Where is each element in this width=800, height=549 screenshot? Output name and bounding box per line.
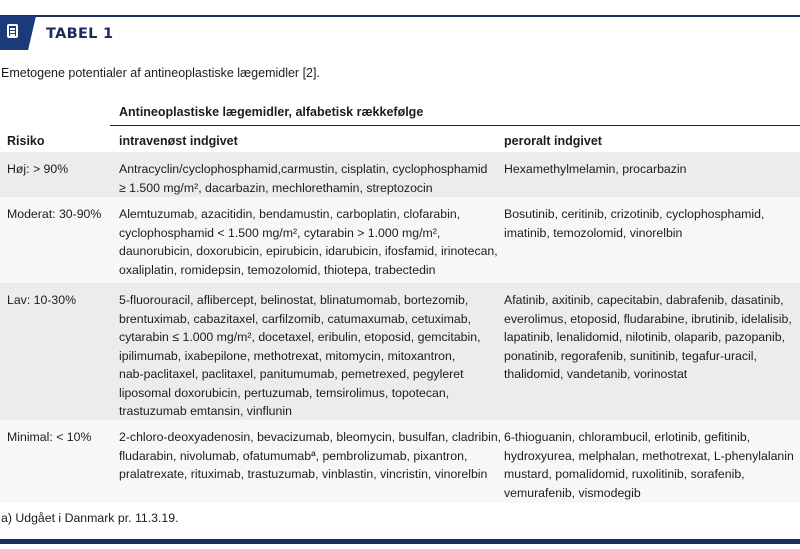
table-row bbox=[0, 197, 800, 283]
column-header-peroral: peroralt indgivet bbox=[504, 134, 602, 148]
risk-cell: Høj: > 90% bbox=[7, 162, 69, 176]
peroral-cell bbox=[504, 291, 796, 384]
peroral-cell bbox=[504, 205, 796, 242]
cell-line: trastuzumab emtansin, vinflunin bbox=[119, 404, 292, 418]
cell-line: brentuximab, cabazitaxel, carfilzomib, catumaxumab, cetuximab, bbox=[119, 311, 471, 326]
intravenous-cell bbox=[119, 205, 499, 279]
column-header-risk: Risiko bbox=[7, 134, 45, 148]
intravenous-cell bbox=[119, 291, 499, 421]
table-badge bbox=[0, 16, 36, 50]
cell-line: Antracyclin/cyclophosphamid,carmustin, cisplatin, cyclophosphamid bbox=[119, 162, 488, 176]
intravenous-cell bbox=[119, 428, 502, 484]
risk-cell: Minimal: < 10% bbox=[7, 430, 92, 444]
cell-line: ipilimumab, ixabepilone, methotrexat, mitomycin, mitoxantron, bbox=[119, 348, 456, 363]
table-caption: Emetogene potentialer af antineoplastiske lægemidler [2]. bbox=[1, 66, 320, 80]
cell-line: thalidomid, vandetanib, vorinostat bbox=[504, 367, 688, 381]
table-row bbox=[0, 420, 800, 503]
cell-line: cytarabin ≤ 1.000 mg/m², docetaxel, eribulin, etoposid, gemcitabin, bbox=[119, 330, 481, 344]
cell-line: mustard, pomalidomid, ruxolitinib, sorafenib, bbox=[504, 467, 745, 481]
cell-line: daunorubicin, doxorubicin, epirubicin, idarubicin, ifosfamid, irinotecan, bbox=[119, 244, 498, 258]
cell-line: 5-fluorouracil, aflibercept, belinostat, blinatumomab, bortezomib, bbox=[119, 293, 469, 307]
peroral-cell bbox=[504, 160, 796, 179]
table-row bbox=[0, 283, 800, 420]
table-title: TABEL 1 bbox=[46, 26, 114, 42]
cell-line: cyclophosphamid < 1.500 mg/m², cytarabin > 1.000 mg/m², bbox=[119, 225, 441, 240]
group-header-rule bbox=[110, 125, 800, 126]
cell-line: oxaliplatin, romidepsin, temozolomid, thiotepa, trabectedin bbox=[119, 262, 436, 277]
column-header-intravenous: intravenøst indgivet bbox=[119, 134, 238, 148]
cell-line: liposomal doxorubicin, pertuzumab, temsirolimus, topotecan, bbox=[119, 385, 450, 400]
risk-cell: Moderat: 30-90% bbox=[7, 207, 102, 221]
table-row bbox=[0, 152, 800, 197]
cell-line: hydroxyurea, melphalan, methotrexat, L-phenylalanin bbox=[504, 448, 794, 463]
cell-line: nab-paclitaxel, paclitaxel, panitumumab, pemetrexed, pegyleret bbox=[119, 367, 464, 381]
cell-line: pralatrexate, rituximab, trastuzumab, vinblastin, vincristin, vinorelbin bbox=[119, 467, 488, 481]
cell-line: imatinib, temozolomid, vinorelbin bbox=[504, 225, 683, 240]
cell-line: Afatinib, axitinib, capecitabin, dabrafenib, dasatinib, bbox=[504, 293, 784, 307]
cell-line: fludarabin, nivolumab, ofatumumabª, pembrolizumab, pixantron, bbox=[119, 448, 468, 463]
footnote: a) Udgået i Danmark pr. 11.3.19. bbox=[1, 511, 179, 525]
cell-line: ≥ 1.500 mg/m², dacarbazin, mechlorethamin, streptozocin bbox=[119, 180, 433, 195]
risk-cell: Lav: 10-30% bbox=[7, 293, 77, 307]
cell-line: everolimus, etoposid, fludarabine, ibrutinib, idelalisib, bbox=[504, 311, 792, 326]
cell-line: 6-thioguanin, chlorambucil, erlotinib, gefitinib, bbox=[504, 430, 751, 444]
intravenous-cell bbox=[119, 160, 499, 197]
cell-line: Hexamethylmelamin, procarbazin bbox=[504, 162, 687, 176]
cell-line: 2-chloro-deoxyadenosin, bevacizumab, bleomycin, busulfan, cladribin, bbox=[119, 430, 502, 444]
cell-line: ponatinib, regorafenib, sunitinib, tegafur-uracil, bbox=[504, 348, 757, 363]
document-list-icon bbox=[7, 24, 18, 38]
cell-line: vemurafenib, vismodegib bbox=[504, 485, 641, 500]
cell-line: Bosutinib, ceritinib, crizotinib, cyclophosphamid, bbox=[504, 207, 765, 221]
column-group-header: Antineoplastiske lægemidler, alfabetisk rækkefølge bbox=[119, 105, 424, 119]
cell-line: Alemtuzumab, azacitidin, bendamustin, carboplatin, clofarabin, bbox=[119, 207, 461, 221]
peroral-cell bbox=[504, 428, 796, 502]
top-rule bbox=[0, 15, 800, 17]
bottom-rule bbox=[0, 539, 800, 544]
cell-line: lapatinib, lenalidomid, nilotinib, olaparib, pazopanib, bbox=[504, 330, 785, 344]
